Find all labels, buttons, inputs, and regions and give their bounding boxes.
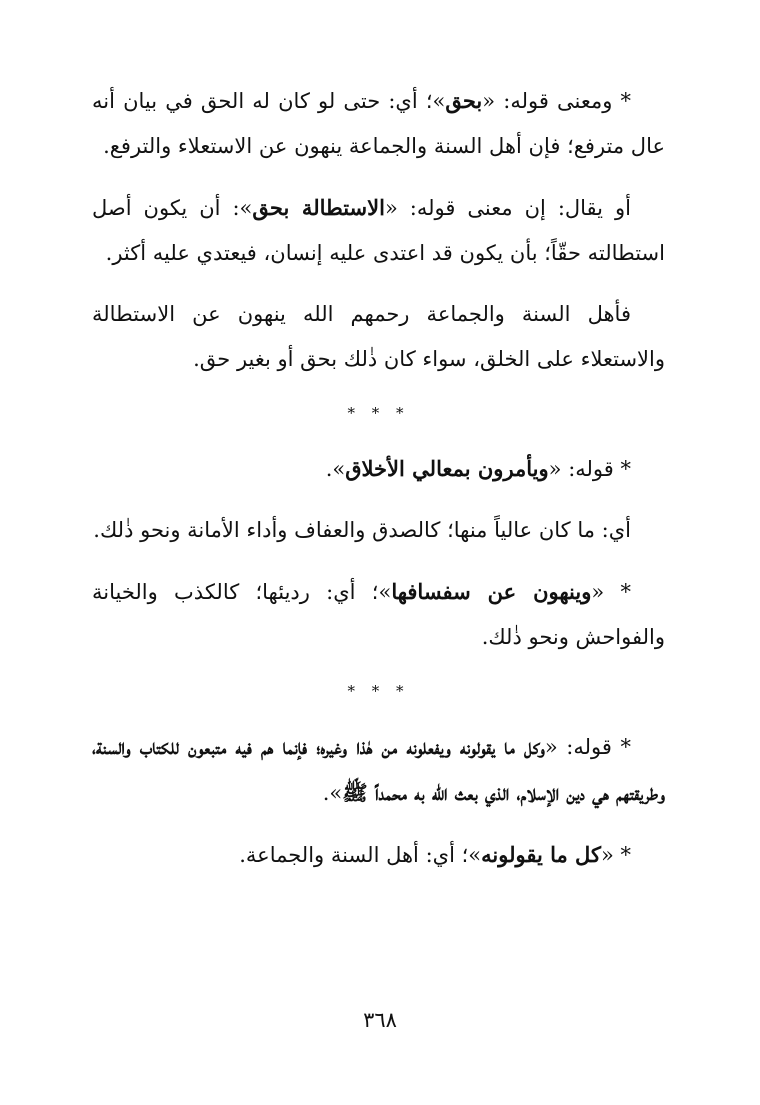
- section-separator: * * *: [347, 682, 410, 700]
- quoted-text: الاستطالة بحق: [252, 195, 385, 220]
- quoted-text: كل ما يقولونه: [481, 842, 601, 867]
- commentary-text: »؛ أي: أهل السنة والجماعة.: [239, 843, 482, 867]
- commentary-text: أو يقال: إن معنى قوله: «: [384, 196, 631, 220]
- page-number: ٣٦٨: [363, 1008, 397, 1032]
- commentary-text: ».: [322, 781, 343, 805]
- commentary-text: »: أن يكون أصل استطالته حقّاً؛ بأن يكون قد اعتدى عليه إنسان، فيعتدي عليه أكثر.: [92, 196, 665, 265]
- commentary-text: * قوله: «: [548, 457, 631, 481]
- quoted-text: وكل ما يقولونه ويفعلونه من هٰذا وغيره؛ فإنما هم فيه متبعون للكتاب والسنة، وطريقتهم هي دين الإسلام، الذي بعث الله به محمداً ﷺ: [92, 734, 665, 805]
- paragraph: [92, 832, 665, 878]
- commentary-text: »؛ أي: حتى لو كان له الحق في بيان أنه عال مترفع؛ فإن أهل السنة والجماعة ينهون عن الاستعلاء والترفع.: [92, 89, 665, 158]
- commentary-text: * «: [600, 843, 631, 867]
- paragraph: [92, 724, 665, 816]
- page-body: [92, 78, 665, 894]
- paragraph: [92, 569, 665, 660]
- commentary-text: فأهل السنة والجماعة رحمهم الله ينهون عن الاستطالة والاستعلاء على الخلق، سواء كان ذٰلك بحق أو بغير حق.: [92, 302, 665, 371]
- commentary-text: * ومعنى قوله: «: [482, 89, 631, 113]
- commentary-text: * قوله: «: [544, 735, 631, 759]
- paragraph: [92, 185, 665, 276]
- commentary-text: أي: ما كان عالياً منها؛ كالصدق والعفاف وأداء الأمانة ونحو ذٰلك.: [93, 518, 631, 542]
- quoted-text: وينهون عن سفسافها: [391, 579, 592, 604]
- paragraph: [92, 446, 665, 492]
- paragraph: [92, 508, 665, 553]
- commentary-text: »؛ أي: رديئها؛ كالكذب والخيانة والفواحش ونحو ذٰلك.: [92, 580, 665, 649]
- section-separator: * * *: [347, 404, 410, 422]
- commentary-text: * «: [591, 580, 631, 604]
- paragraph: [92, 78, 665, 169]
- quoted-text: ويأمرون بمعالي الأخلاق: [345, 456, 549, 481]
- commentary-text: ».: [325, 457, 346, 481]
- quoted-text: بحق: [445, 88, 483, 113]
- paragraph: [92, 292, 665, 382]
